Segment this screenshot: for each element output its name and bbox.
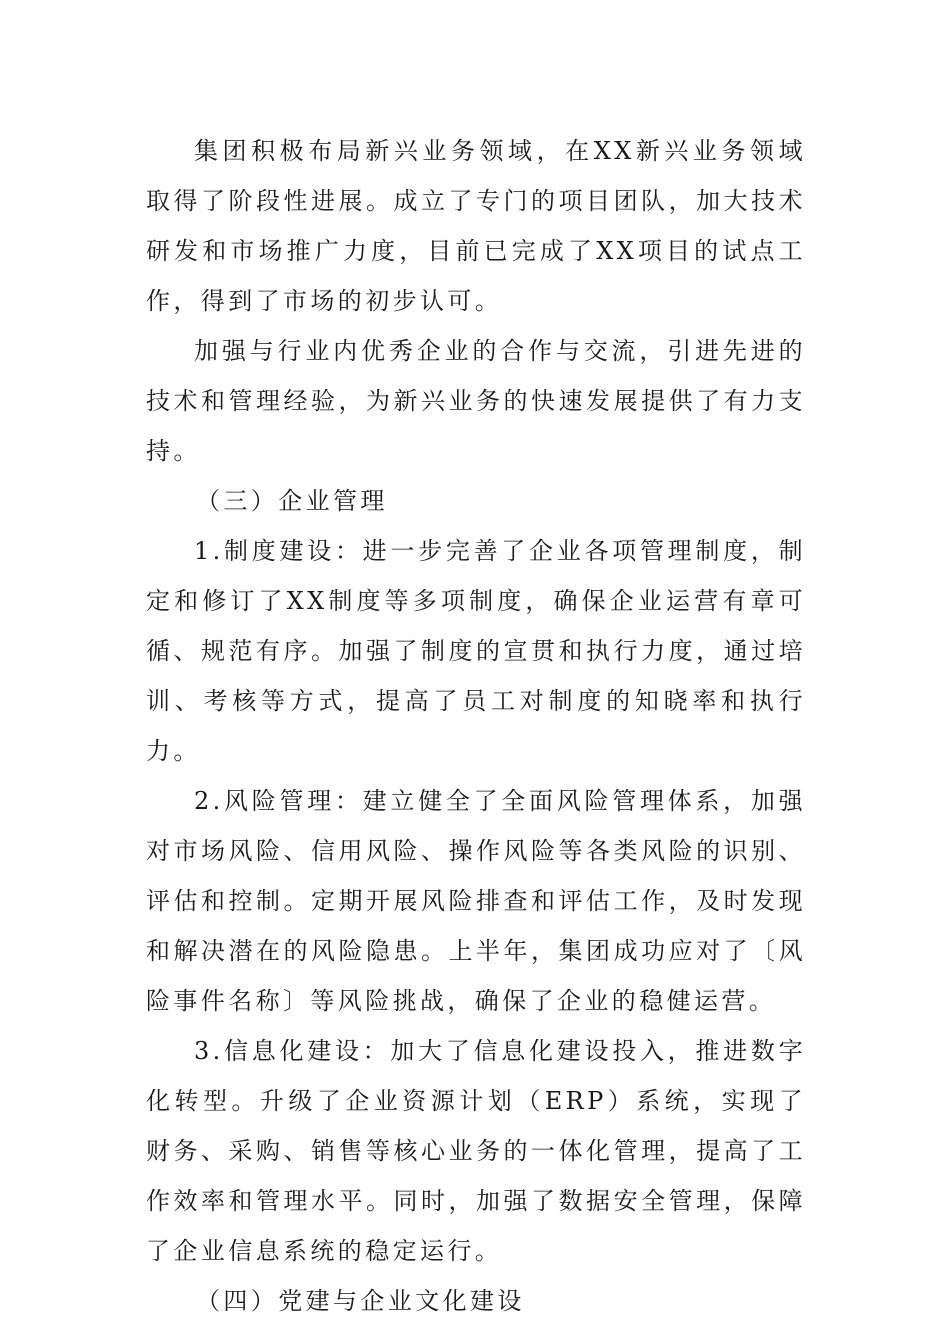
paragraph-system-building: 1.制度建设：进一步完善了企业各项管理制度，制定和修订了XX制度等多项制度，确保企业运营有章可循、规范有序。加强了制度的宣贯和执行力度，通过培训、考核等方式，提高了员工对制度的知晓率和执行力。 (146, 537, 806, 765)
section-heading-management: （三）企业管理 (196, 487, 388, 515)
section-heading-party-culture: （四）党建与企业文化建设 (196, 1287, 525, 1315)
paragraph-informatization: 3.信息化建设：加大了信息化建设投入，推进数字化转型。升级了企业资源计划（ERP）系统，实现了财务、采购、销售等核心业务的一体化管理，提高了工作效率和管理水平。同时，加强了数据安全管理，保障了企业信息系统的稳定运行。 (146, 1037, 806, 1265)
paragraph-cooperation: 加强与行业内优秀企业的合作与交流，引进先进的技术和管理经验，为新兴业务的快速发展提供了有力支持。 (146, 337, 806, 465)
document-body (146, 126, 806, 1326)
paragraph-risk-management: 2.风险管理：建立健全了全面风险管理体系，加强对市场风险、信用风险、操作风险等各类风险的识别、评估和控制。定期开展风险排查和评估工作，及时发现和解决潜在的风险隐患。上半年，集团成功应对了〔风险事件名称〕等风险挑战，确保了企业的稳健运营。 (146, 787, 806, 1015)
paragraph-emerging-business: 集团积极布局新兴业务领域，在XX新兴业务领域取得了阶段性进展。成立了专门的项目团队，加大技术研发和市场推广力度，目前已完成了XX项目的试点工作，得到了市场的初步认可。 (146, 137, 806, 315)
